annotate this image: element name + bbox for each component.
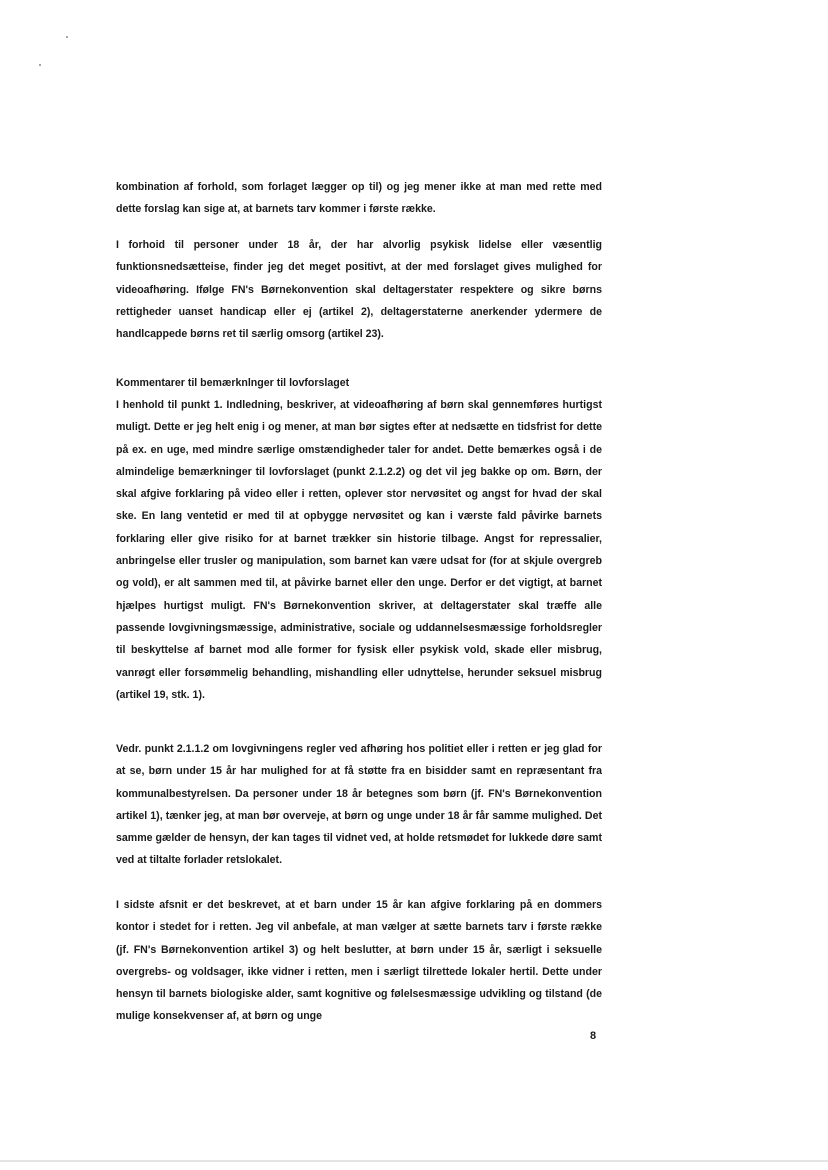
page-number: 8 — [590, 1030, 597, 1042]
paragraph-disability — [116, 234, 602, 345]
paragraph-section-2112 — [116, 738, 602, 872]
scan-speck — [66, 36, 68, 38]
paragraph-lead: Vedr. punkt 2.1.1.2 — [116, 743, 210, 755]
paragraph-introduction — [116, 394, 602, 706]
paragraph-text: I sidste afsnit er det beskrevet, at et barn under 15 år kan afgive forklaring på en dommers kontor i stedet for i retten. Jeg vil anbefale, at man vælger at sætte barnets tarv i første række (jf. FN's Børnekonvention artikel 3) og helt beslutter, at børn under 15 år, særligt i seksuelle overgrebs- og voldsager, ikke vidner i retten, men i særligt tilrettede lokaler hertil. Dette under hensyn til barnets biologiske alder, samt kognitive og følelsesmæssige udvikling og tilstand (de mulige konsekvenser af, at børn og unge — [116, 899, 602, 1023]
paragraph-text: om lovgivningens regler ved afhøring hos politiet eller i retten er jeg glad for at se, børn under 15 år har mulighed for at få støtte fra en bisidder samt en repræsentant fra kommunalbestyrelsen. Da personer under 18 år betegnes som børn (jf. FN's Børnekonvention artikel 1), tænker jeg, at man bør overveje, at børn og unge under 18 år får samme mulighed. Det samme gælder de hensyn, der kan tages til vidnet ved, at holde retsmødet for lukkede døre samt ved at tiltalte forlader retslokalet. — [116, 743, 602, 867]
scan-edge — [0, 1160, 828, 1162]
section-heading: Kommentarer til bemærknlnger til lovforslaget — [116, 377, 350, 389]
paragraph-text: I forhoid til personer under 18 år, der har alvorlig psykisk lidelse eller væsentlig funktionsnedsætteise, finder jeg det meget positivt, at der med forslaget gives mulighed for videoafhøring. — [116, 239, 602, 296]
paragraph-bold-text: Ifølge FN's Børnekonvention skal deltagerstater respektere og sikre børns rettigheder uanset handicap eller ej (artikel 2), deltagerstaterne anerkender ydermere de handlcappede børns ret til særlig omsorg (artikel 23). — [116, 283, 602, 341]
intro-text: kombination af forhold, som forlaget lægger op til) og jeg mener ikke at man med rette med dette forslag kan sige at, at barnets tarv kommer i første række. — [116, 181, 602, 216]
paragraph-bold-text: deltagerstater skal træffe alle passende lovgivningsmæssige, administrative, sociale og uddannelsesmæssige forholdsregler til beskyttelse af barnet mod alle former for fysisk eller psykisk vold, skade eller misbrug, vanrøgt eller forsømmelig behandling, mishandling eller udnyttelse, herunder seksuel misbrug — [116, 599, 602, 679]
paragraph-last-section — [116, 894, 602, 1028]
paragraph-lead: I henhold til punkt 1. Indledning, — [116, 399, 283, 411]
scan-speck — [39, 64, 41, 66]
section-heading-block — [116, 372, 602, 394]
paragraph-text: beskriver, at videoafhøring af børn skal gennemføres hurtigst muligt. Dette er jeg helt enig i og mener, at man bør sigtes efter at nedsætte en tidsfrist for dette på ex. en uge, med mindre særlige omstændigheder taler for andet. Dette bemærkes også i de almindelige bemærkninger til lovforslaget (punkt 2.1.2.2) og det vil jeg bakke op om. Børn, der skal afgive forklaring på video eller i retten, oplever stor nervøsitet og angst for hvad der skal ske. En lang ventetid er med til at opbygge nervøsitet og kan i værste fald påvirke barnets forklaring eller give risiko for at barnet trækker sin historie tilbage. Angst for repressalier, anbringelse eller trusler og manipulation, som barnet kan være udsat for (for at skjule overgreb og vold), er alt sammen med til, at påvirke barnet eller den unge. Derfor er det vigtigt, at barnet hjælpes hurtigst muligt. FN's Børnekonvention skriver, at — [116, 399, 602, 612]
paragraph-text: (artikel 19, stk. 1). — [116, 688, 205, 701]
intro-paragraph — [116, 176, 602, 221]
